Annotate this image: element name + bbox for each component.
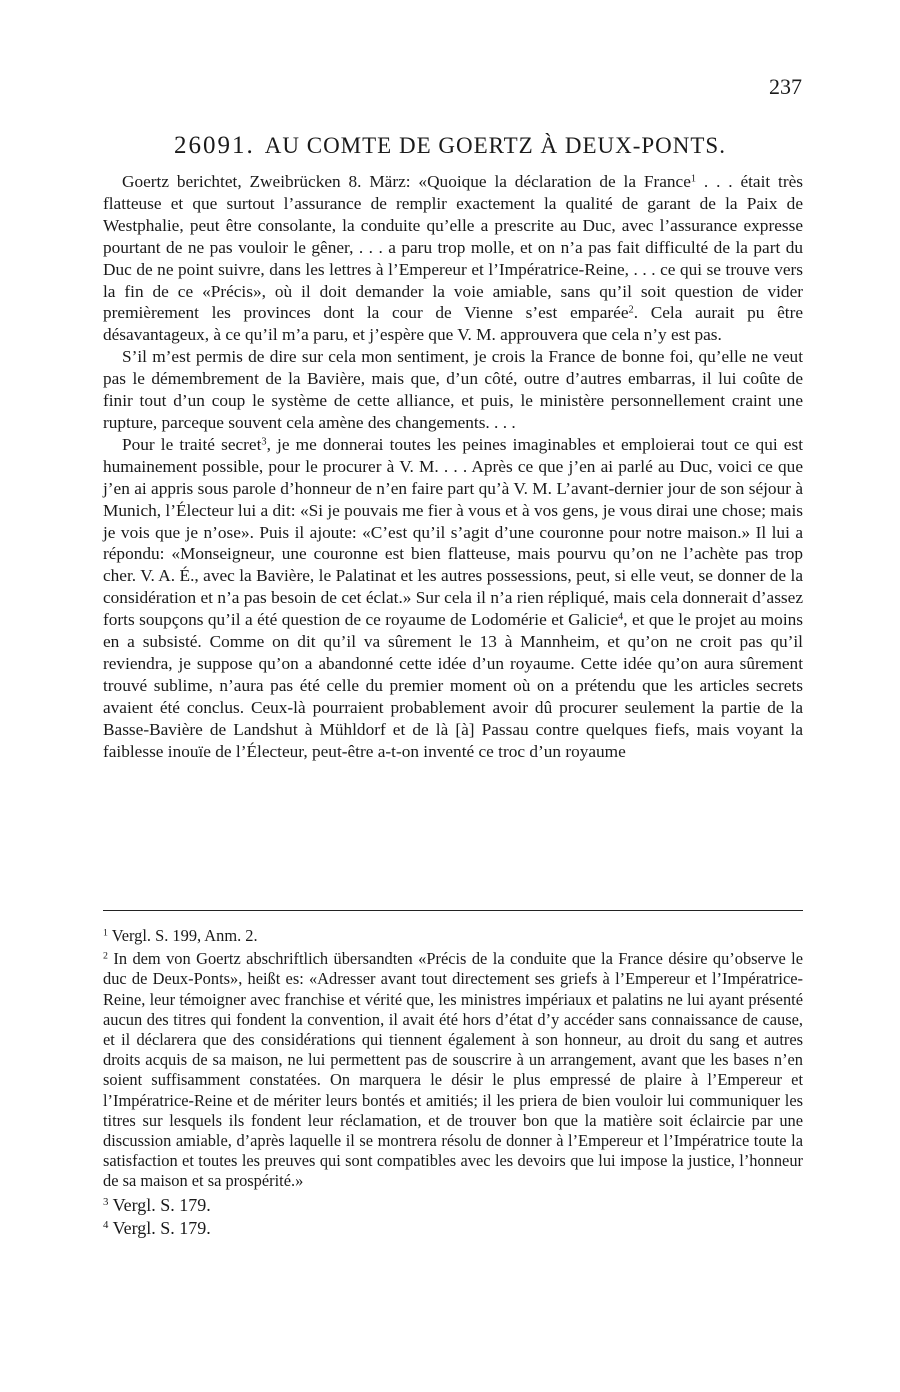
footnote-2 [103,949,803,1191]
paragraph-3-text-b: , je me donnerai toutes les peines imaginables et emploierai tout ce qui est humainement possible, pour le procurer à V. M. . . . Après ce que j’en ai parlé au Duc, voici ce que j’en ai appris sous parole d’honneur de n’en faire part qu’à V. M. L’avant-dernier jour de son séjour à Munich, l’Électeur lui a dit: «Si je pouvais me fier à vous et à vos gens, je vous dirai une chose; mais je vois que je n’ose». Puis il ajoute: «C’est qu’il s’agit d’une couronne pour notre maison.» Il lui a répondu: «Monseigneur, une couronne est bien flatteuse, mais pourvu qu’on ne l’achète pas trop cher. V. A. É., avec la Bavière, le Palatinat et les autres possessions, peut, si elle veut, se donner de la considération et n’a pas besoin de cet éclat.» Sur cela il n’a rien répliqué, mais cela donnerait d’assez forts soupçons qu’il a été question de ce royaume de Lodomérie et Galicie [103,434,803,630]
footnote-mark: 3 [103,1195,109,1208]
paragraph-1-text-a: Goertz berichtet, Zweibrücken 8. März: «Quoique la déclaration de la France [122,172,691,191]
page-number: 237 [769,74,802,99]
footnote-3 [103,1195,803,1215]
letter-heading [0,132,900,160]
paragraph-3 [103,434,803,763]
footnote-1 [103,926,803,946]
footnote-mark: 2 [103,950,108,962]
paragraph-1-text-b: . . . était très flatteuse et que surtout l’assurance de remplir exactement la qualité de garant de la Paix de Westphalie, peut être consolante, la conduite qu’elle a prescrite au Duc, avec l’assurance expresse pourtant de ne pas vouloir le gêner, . . . a paru trop molle, et on n’a pas fait difficulté de la part du Duc de ne point suivre, dans les lettres à l’Empereur et l’Impératrice-Reine, . . . ce qui se trouve vers la fin de ce «Précis», où il doit demander la voie amiable, sans qu’il soit question de vider premièrement les provinces dont la cour de Vienne s’est emparée [103,172,803,323]
footnote-4 [103,1218,803,1238]
footnote-text: In dem von Goertz abschriftlich übersandten «Précis de la conduite que la France désire qu’observe le duc de Deux-Ponts», heißt es: «Adresser avant tout directement ses griefs à l’Empereur et l’Impératrice-Reine, leur témoigner avec franchise et vérité que, les ministres impériaux et palatins ne lui ayant présenté aucun des titres qui fondent la convention, il avait été hors d’état d’y accéder sans connaissance de cause, et il déclarera que des considérations qui tiennent également à son honneur, au droit du sang et autres droits acquis de sa maison, ne lui permettent pas de souscrire à un arrangement, avant que les bases n’en soient suffisamment constatées. On marquera le désir le plus empressé de plaire à l’Empereur et l’Impératrice-Reine et de mériter leurs bontés et amitiés; il les priera de bien vouloir lui communiquer les titres sur lesquels ils fondent leur réclamation, et de trouver bon que la matière soit éclaircie par une discussion amiable, d’après laquelle il se montrera résolu de donner à l’Empereur et l’Impératrice toute la satisfaction et toutes les preuves qui sont compatibles avec les devoirs que lui impose la justice, l’honneur de sa maison et sa prospérité.» [103,949,803,1191]
letter-number: 26091. [174,132,255,159]
footnote-mark: 4 [103,1218,109,1231]
paragraph-3-text-a: Pour le traité secret [122,434,262,454]
footnote-ref-3: 3 [261,436,267,448]
paragraph-1 [103,171,803,346]
footnote-text: Vergl. S. 199, Anm. 2. [107,926,258,945]
footnotes [103,926,803,1241]
letter-title: AU COMTE DE GOERTZ À DEUX-PONTS. [264,133,726,158]
footnote-ref-2: 2 [628,304,634,316]
footnote-ref-1: 1 [690,173,697,185]
footnote-mark: 1 [103,927,108,939]
paragraph-3-text-c: , et que le projet au moins en a subsisté. Comme on dit qu’il va sûrement le 13 à Mannheim, et qu’on ne croit pas qu’il reviendra, je suppose qu’on a abandonné cette idée d’un royaume. Cette idée qu’on aura sûrement trouvé sublime, n’aura pas été celle du premier moment où on a prétendu que les articles secrets avaient été conclus. Ceux-là pourraient probablement avoir dû procurer seulement la partie de la Basse-Bavière de Landshut à Mühldorf et de là [à] Passau contre quelques fiefs, mais voyant la faiblesse inouïe de l’Électeur, peut-être a-t-on inventé ce troc d’un royaume [103,610,803,761]
footnote-text: Vergl. S. 179. [108,1217,211,1238]
footnote-divider [103,910,803,911]
paragraph-1-text-c: . Cela aurait pu être désavantageux, à ce qu’il m’a paru, et j’espère que V. M. approuvera que cela n’y est pas. [103,303,803,345]
letter-body [103,171,803,762]
footnote-ref-4: 4 [618,611,624,623]
paragraph-2: S’il m’est permis de dire sur cela mon sentiment, je crois la France de bonne foi, qu’elle ne veut pas le démembrement de la Bavière, mais que, d’un côté, outre d’autres embarras, il lui coûte de finir tout d’un coup le système de cette alliance, et puis, le ministère personnellement craint une rupture, parceque souvent cela amène des changements. . . . [103,347,803,432]
footnote-text: Vergl. S. 179. [108,1194,211,1215]
